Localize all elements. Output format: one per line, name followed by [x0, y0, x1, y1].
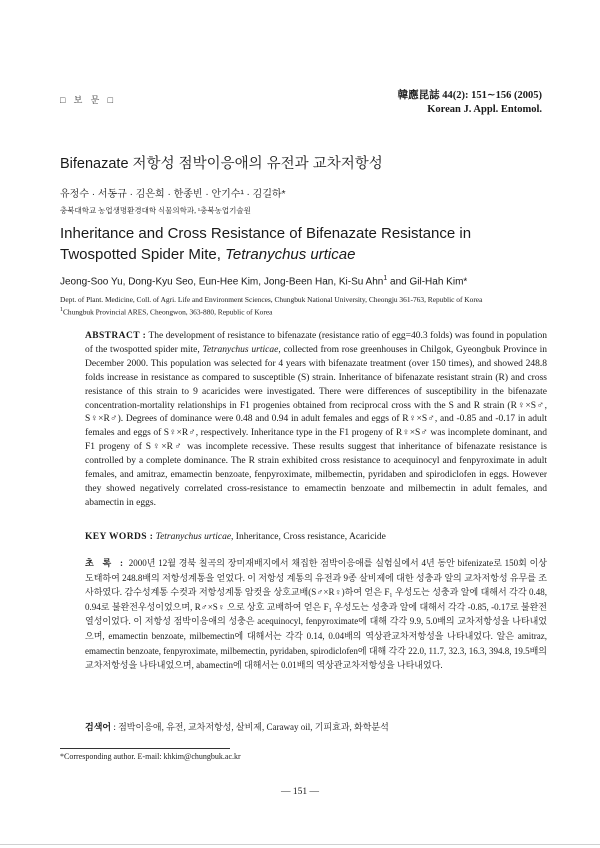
author-superscript: 1 — [383, 275, 388, 282]
english-title — [60, 223, 550, 265]
keywords-rest: , Inheritance, Cross resistance, Acaricide — [231, 532, 386, 542]
keywords — [85, 532, 547, 542]
korean-abstract-text: 2000년 12월 경북 칠곡의 장미재배지에서 채집한 점박이응애를 실험실에서 4년 동안 bifenizate로 150회 이상 도태하여 248.8배의 저항성계통을 얻었다. 이 저항성 계통의 유전과 9종 살비제에 대한 성충과 알의 교차저항성 유무를 조사하였다. 감수성계통 수컷과 저항성계통 암컷을 상호교배(S♂×R♀)하여 얻은 F₁ 우성도는 성충과 알에 대해서 각각 0.48, 0.94로 불완전우성이었으며, R♂×S♀ 으로 상호 교배하여 얻은 F₁ 우성도는 성충과 알에 대해서 각각 -0.85, -0.17로 불완전열성이었다. 이 저항성 점박이응애의 성충은 acequinocyl, fenpyroximate에 대해 각각 9.9, 5.0배의 교차저항성을 나타내었으며, emamectin benzoate, milbemectin에 대해서는 각각 0.14, 0.04배의 역상관교차저항성을 나타내었다. 알은 amitraz, emamectin benzoate, fenpyroximate, milbemectin, pyridaben, spirodiclofen에 대해 각각 22.0, 11.7, 32.3, 16.3, 394.8, 19.5배의 교차저항성을 나타내었으며, abamectin에 대해서는 0.01배의 역상관교차저항성을 나타내었다. — [85, 558, 547, 671]
corresponding-author-footnote: *Corresponding author. E-mail: khkim@chungbuk.ac.kr — [60, 752, 241, 761]
korean-keywords-text: : 점박이응애, 유전, 교차저항성, 살비제, Caraway oil, 기피효과, 화학분석 — [111, 722, 389, 732]
english-affiliation-line1: Dept. of Plant. Medicine, Coll. of Agri. Life and Environment Sciences, Chungbuk National University, Cheongju 361-763, Republic of Korea — [60, 295, 483, 304]
english-affiliation-line2-wrap — [60, 305, 550, 317]
page-bottom-edge — [0, 844, 600, 845]
english-title-prefix: Twospotted Spider Mite, — [60, 246, 226, 263]
journal-name: Korean J. Appl. Entomol. — [427, 104, 542, 115]
keywords-label: KEY WORDS : — [85, 532, 154, 542]
korean-keywords — [85, 720, 547, 733]
page-number: — 151 — — [281, 787, 319, 797]
english-title-species: Tetranychus urticae — [225, 246, 356, 263]
english-affiliation — [60, 294, 550, 317]
abstract-label: ABSTRACT : — [85, 331, 147, 341]
english-authors-main: Jeong-Soo Yu, Dong-Kyu Seo, Eun-Hee Kim, Jong-Been Han, Ki-Su Ahn — [60, 276, 384, 288]
footnote-divider — [60, 748, 230, 749]
journal-reference: 韓應昆誌 44(2): 151∼156 (2005) — [397, 90, 542, 101]
abstract-species: Tetranychus urticae — [202, 344, 279, 355]
affiliation-superscript: 1 — [60, 307, 63, 313]
korean-abstract — [85, 556, 547, 673]
english-title-line1: Inheritance and Cross Resistance of Bifenazate Resistance in — [60, 225, 472, 242]
english-authors-tail: and Gil-Hah Kim* — [387, 276, 468, 288]
english-title-line2 — [60, 244, 550, 265]
keywords-species: Tetranychus urticae — [155, 532, 232, 542]
korean-keywords-label: 검색어 — [85, 722, 112, 732]
korean-authors: 유정수 · 서동규 · 김은희 · 한종빈 · 안기수¹ · 김길하* — [60, 189, 286, 200]
korean-title: Bifenazate 저항성 점박이응애의 유전과 교차저항성 — [60, 156, 383, 172]
abstract-text-2: , collected from rose greenhouses in Chilgok, Gyeongbuk Province in December 2000. This population was selected for 4 years with bifenazate treatment (over 150 times), and showed 248.8 folds increase in resistance as compared to susceptible (S) strain. Inheritance of bifenazate resistant strain (R) and cross resistance of this strain to 9 acaricides were investigated. There were differences of susceptibility in the bifenazate concentration-mortality relationships in F1 progenies obtained from reciprocal cross with the S and R strain (R♀×S♂, S♀×R♂). Degrees of dominance were 0.48 and 0.94 in adult females and eggs of R♀×S♂, and -0.85 and -0.17 in adult females and eggs of S♀×R♂, respectively. Inheritance type in the F1 progeny of R♀×S♂ was incomplete dominant, and F1 progeny of S♀×R♂ was incomplete recessive. These results suggest that inheritance of bifenazate resistance is controlled by a complete dominance. The R strain exhibited cross resistance to acequinocyl and fenpyroximate in adult females, and amitraz, emamectin benzoate, fenpyroximate, milbemectin, pyridaben and spirodiclofen in eggs. However they showed negatively correlated cross-resistance to emamectin benzoate and milbemectin in adult females, and abamectin in eggs. — [85, 344, 547, 508]
section-label: □ 보 문 □ — [60, 95, 117, 105]
english-affiliation-line2: Chungbuk Provincial ARES, Cheongwon, 363-880, Republic of Korea — [63, 307, 273, 317]
journal-header — [398, 89, 542, 117]
korean-affiliation: 충북대학교 농업생명환경대학 식물의학과, ¹충북농업기술원 — [60, 206, 251, 215]
abstract — [85, 330, 547, 511]
abstract-text-1: The development of resistance to bifenazate (resistance ratio of egg=40.3 folds) was found in population of the twospotted spider mite, — [85, 331, 547, 355]
english-authors — [60, 275, 467, 287]
korean-abstract-label: 초 록 : — [85, 558, 126, 568]
